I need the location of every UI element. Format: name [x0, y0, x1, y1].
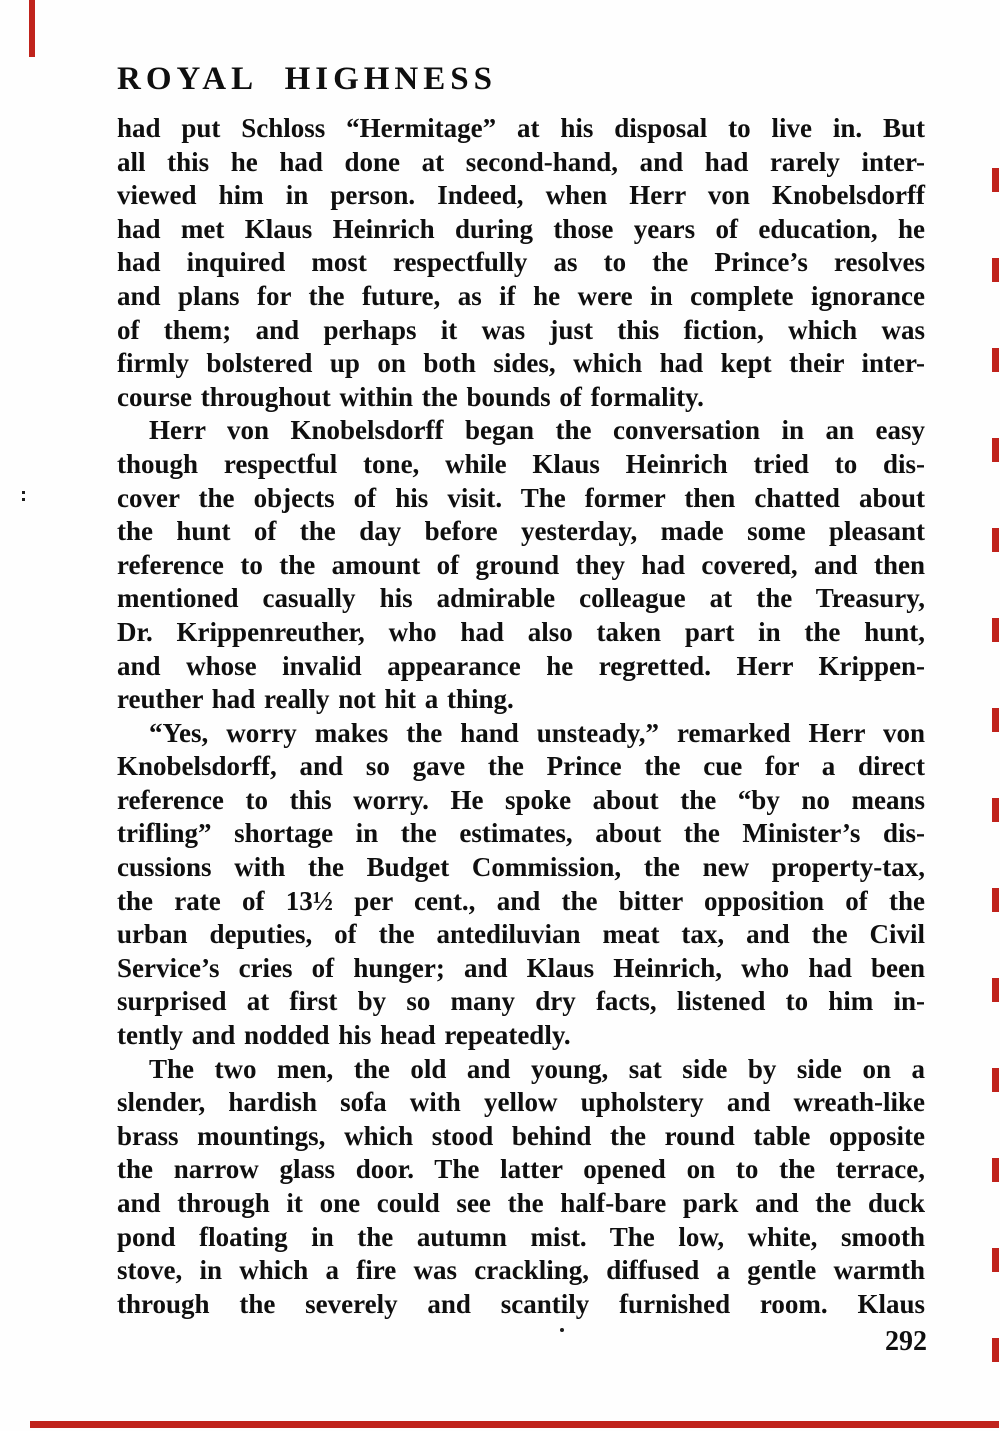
text-line: brass mountings, which stood behind the round table opposite [117, 1120, 925, 1151]
text-line: had put Schloss “Hermitage” at his disposal to live in. But [117, 113, 925, 143]
text-line: stove, in which a fire was crackling, diffused a gentle warmth [117, 1255, 925, 1286]
text-line: viewed him in person. Indeed, when Herr von Knobelsdorff [117, 180, 925, 211]
text-line: reference to this worry. He spoke about the “by no means [117, 784, 925, 815]
text-line: had inquired most respectfully as to the Prince’s resolves [117, 247, 925, 278]
text-line: Herr von Knobelsdorff began the conversation in an easy [149, 415, 925, 446]
page-text [117, 112, 925, 1321]
text-line: course throughout within the bounds of formality. [117, 381, 704, 412]
text-line: all this he had done at second-hand, and had rarely inter- [117, 146, 925, 177]
text-line: Dr. Krippenreuther, who had also taken part in the hunt, [117, 616, 925, 647]
text-line: reuther had really not hit a thing. [117, 684, 514, 715]
text-line: firmly bolstered up on both sides, which had kept their inter- [117, 348, 925, 379]
text-line: the rate of 13½ per cent., and the bitter opposition of the [117, 885, 925, 916]
text-line: cover the objects of his visit. The former then chatted about [117, 482, 925, 513]
text-line: through the severely and scantily furnished room. Klaus [117, 1288, 925, 1319]
text-line: the narrow glass door. The latter opened on to the terrace, [117, 1154, 925, 1185]
paragraph-4 [117, 1053, 925, 1322]
text-line: and plans for the future, as if he were in complete ignorance [117, 280, 925, 311]
ink-speck [22, 491, 25, 494]
text-line: trifling” shortage in the estimates, about the Minister’s dis- [117, 818, 925, 849]
text-line: and through it one could see the half-bare park and the duck [117, 1188, 925, 1218]
text-line: “Yes, worry makes the hand unsteady,” remarked Herr von [149, 717, 925, 748]
text-line: and whose invalid appearance he regretted. Herr Krippen- [117, 650, 925, 681]
text-line: reference to the amount of ground they had covered, and then [117, 549, 925, 580]
text-line: the hunt of the day before yesterday, made some pleasant [117, 516, 925, 547]
text-line: Service’s cries of hunger; and Klaus Heinrich, who had been [117, 952, 925, 983]
ink-speck [560, 1328, 564, 1332]
text-line: had met Klaus Heinrich during those years of education, he [117, 213, 925, 244]
text-line: mentioned casually his admirable colleague at the Treasury, [117, 583, 925, 614]
text-line: tently and nodded his head repeatedly. [117, 1020, 571, 1051]
text-line: urban deputies, of the antediluvian meat tax, and the Civil [117, 919, 925, 950]
text-line: though respectful tone, while Klaus Heinrich tried to dis- [117, 448, 925, 479]
text-line: The two men, the old and young, sat side by side on a [149, 1053, 925, 1084]
text-line: of them; and perhaps it was just this fiction, which was [117, 314, 925, 345]
paragraph-3 [117, 717, 925, 1053]
scan-mark-bottom-edge [30, 1421, 999, 1428]
text-line: cussions with the Budget Commission, the new property-tax, [117, 852, 925, 883]
running-header: ROYAL HIGHNESS [117, 61, 497, 97]
text-line: pond floating in the autumn mist. The low, white, smooth [117, 1221, 925, 1252]
paragraph-1 [117, 112, 925, 414]
text-line: surprised at first by so many dry facts, listened to him in- [117, 986, 925, 1017]
paragraph-2 [117, 414, 925, 716]
text-line: Knobelsdorff, and so gave the Prince the cue for a direct [117, 751, 925, 782]
scan-mark-top-left [29, 0, 35, 57]
text-line: slender, hardish sofa with yellow upholstery and wreath-like [117, 1087, 925, 1118]
scan-mark-right-edge [992, 168, 999, 1423]
page-number: 292 [885, 1326, 927, 1357]
